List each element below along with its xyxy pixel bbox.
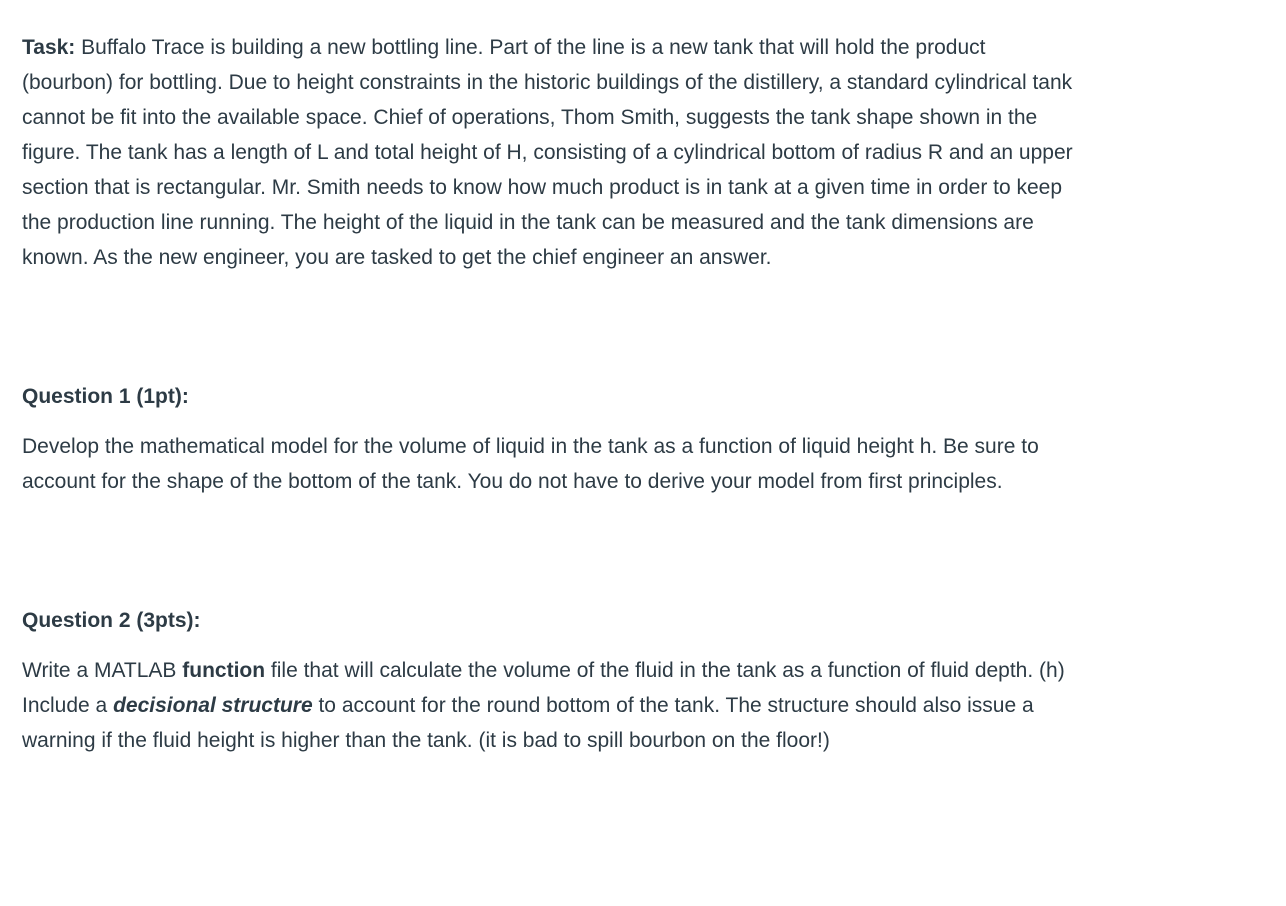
question-2-text-part2: file that will calculate the volume of the fluid in the tank as a function of fluid depth. (h) Include a bbox=[22, 659, 1065, 717]
question-2-decisional-structure-emphasis: decisional structure bbox=[113, 694, 313, 717]
task-paragraph bbox=[22, 30, 1082, 275]
question-2-body bbox=[22, 653, 1082, 758]
question-1-heading: Question 1 (1pt): bbox=[22, 385, 189, 408]
task-text: Buffalo Trace is building a new bottling line. Part of the line is a new tank that will hold the product (bourbon) for bottling. Due to height constraints in the historic buildings of the distillery, a standard cylindrical tank cannot be fit into the available space. Chief of operations, Thom Smith, suggests the tank shape shown in the figure. The tank has a length of L and total height of H, consisting of a cylindrical bottom of radius R and an upper section that is rectangular. Mr. Smith needs to know how much product is in tank at a given time in order to keep the production line running. The height of the liquid in the tank can be measured and the tank dimensions are known. As the new engineer, you are tasked to get the chief engineer an answer. bbox=[22, 36, 1073, 269]
question-2-text-part1: Write a MATLAB bbox=[22, 659, 183, 682]
question-2-function-emphasis: function bbox=[182, 659, 266, 682]
assignment-content bbox=[22, 30, 1082, 758]
task-label: Task: bbox=[22, 36, 76, 59]
question-2-text-part3: to account for the round bottom of the tank. The structure should also issue a warning if the fluid height is higher than the tank. (it is bad to spill bourbon on the floor!) bbox=[22, 694, 1034, 752]
question-1-body: Develop the mathematical model for the volume of liquid in the tank as a function of liquid height h. Be sure to account for the shape of the bottom of the tank. You do not have to derive your model from first principles. bbox=[22, 435, 1039, 493]
question-2-heading: Question 2 (3pts): bbox=[22, 609, 201, 632]
